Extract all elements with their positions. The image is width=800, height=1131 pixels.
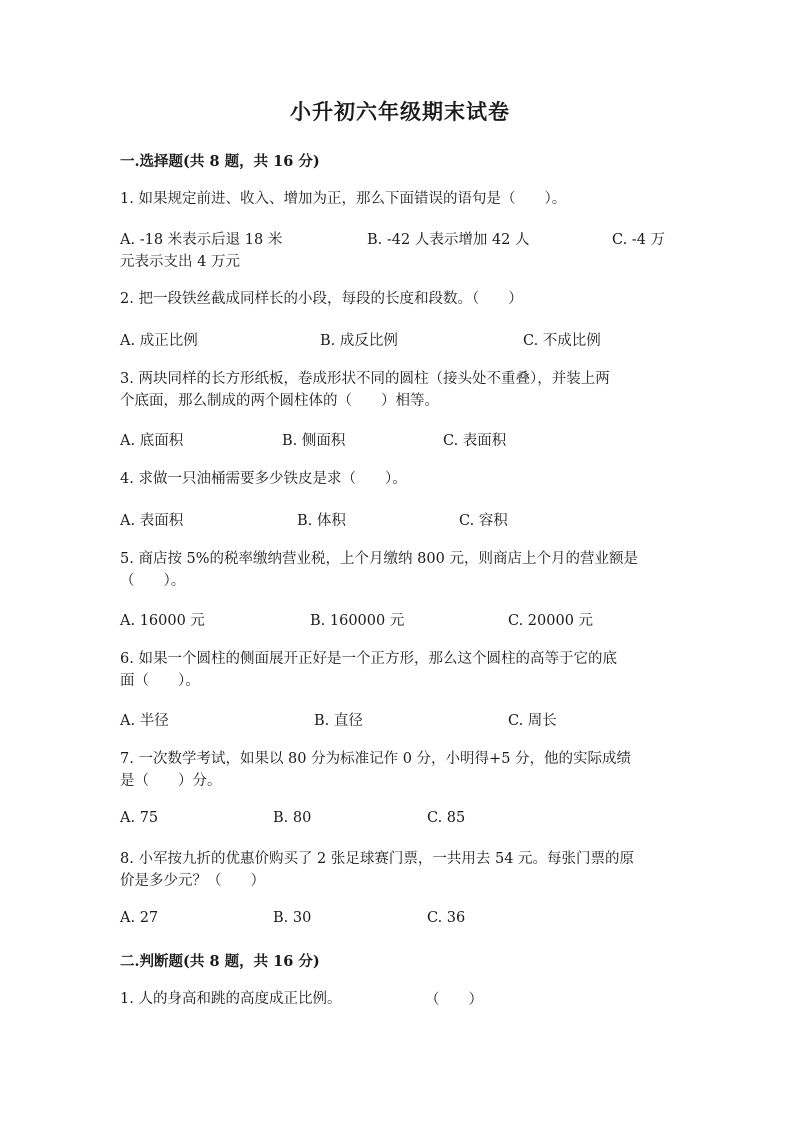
question-6-option-b: B. 直径	[314, 713, 363, 729]
question-5-option-b: B. 160000 元	[310, 613, 405, 629]
question-7-option-c: C. 85	[427, 810, 466, 826]
section-heading-choice: 一.选择题(共 8 题，共 16 分)	[120, 153, 320, 170]
judge-1-stem: 1. 人的身高和跳的高度成正比例。	[120, 991, 342, 1007]
question-4-stem: 4. 求做一只油桶需要多少铁皮是求（ ）。	[120, 471, 407, 487]
exam-title: 小升初六年级期末试卷	[290, 99, 510, 124]
question-3-stem-line2: 个底面，那么制成的两个圆柱体的（ ）相等。	[120, 393, 439, 409]
question-8-option-c: C. 36	[427, 910, 466, 926]
question-7-option-a: A. 75	[120, 810, 159, 826]
question-6-option-a: A. 半径	[120, 713, 169, 729]
question-8-option-b: B. 30	[273, 910, 312, 926]
question-2-stem: 2. 把一段铁丝截成同样长的小段，每段的长度和段数。（ ）	[120, 291, 523, 307]
question-7-option-b: B. 80	[273, 810, 312, 826]
question-1-option-c: C. -4 万	[612, 232, 666, 248]
question-2-option-b: B. 成反比例	[320, 333, 398, 349]
question-5-stem-line1: 5. 商店按 5%的税率缴纳营业税，上个月缴纳 800 元，则商店上个月的营业额是	[120, 551, 638, 567]
question-7-stem-line2: 是（ ）分。	[120, 773, 222, 789]
question-8-stem-line2: 价是多少元？（ ）	[120, 873, 265, 889]
question-4-option-a: A. 表面积	[120, 513, 184, 529]
question-4-option-b: B. 体积	[297, 513, 346, 529]
question-5-option-c: C. 20000 元	[508, 613, 594, 629]
question-8-stem-line1: 8. 小军按九折的优惠价购买了 2 张足球赛门票，一共用去 54 元。每张门票的原	[120, 851, 635, 867]
question-7-stem-line1: 7. 一次数学考试，如果以 80 分为标准记作 0 分，小明得+5 分，他的实际成绩	[120, 751, 632, 767]
question-3-option-c: C. 表面积	[443, 433, 507, 449]
question-3-option-a: A. 底面积	[120, 433, 184, 449]
question-6-option-c: C. 周长	[508, 713, 557, 729]
question-3-option-b: B. 侧面积	[282, 433, 346, 449]
question-5-option-a: A. 16000 元	[120, 613, 205, 629]
question-1-stem: 1. 如果规定前进、收入、增加为正，那么下面错误的语句是（ ）。	[120, 191, 567, 207]
question-1-option-b: B. -42 人表示增加 42 人	[367, 232, 530, 248]
question-5-stem-line2: （ ）。	[120, 573, 186, 589]
question-4-option-c: C. 容积	[459, 513, 508, 529]
question-6-stem-line1: 6. 如果一个圆柱的侧面展开正好是一个正方形，那么这个圆柱的高等于它的底	[120, 651, 617, 667]
question-3-stem-line1: 3. 两块同样的长方形纸板，卷成形状不同的圆柱（接头处不重叠），并装上两	[120, 371, 610, 387]
question-6-stem-line2: 面（ ）。	[120, 673, 200, 689]
question-1-option-a: A. -18 米表示后退 18 米	[120, 232, 283, 248]
judge-1-blank: （ ）	[425, 992, 483, 1008]
question-8-option-a: A. 27	[120, 910, 159, 926]
section-heading-judge: 二.判断题(共 8 题，共 16 分)	[120, 953, 320, 970]
question-1-option-c-cont: 元表示支出 4 万元	[120, 254, 240, 270]
question-2-option-c: C. 不成比例	[523, 333, 601, 349]
question-2-option-a: A. 成正比例	[120, 333, 198, 349]
